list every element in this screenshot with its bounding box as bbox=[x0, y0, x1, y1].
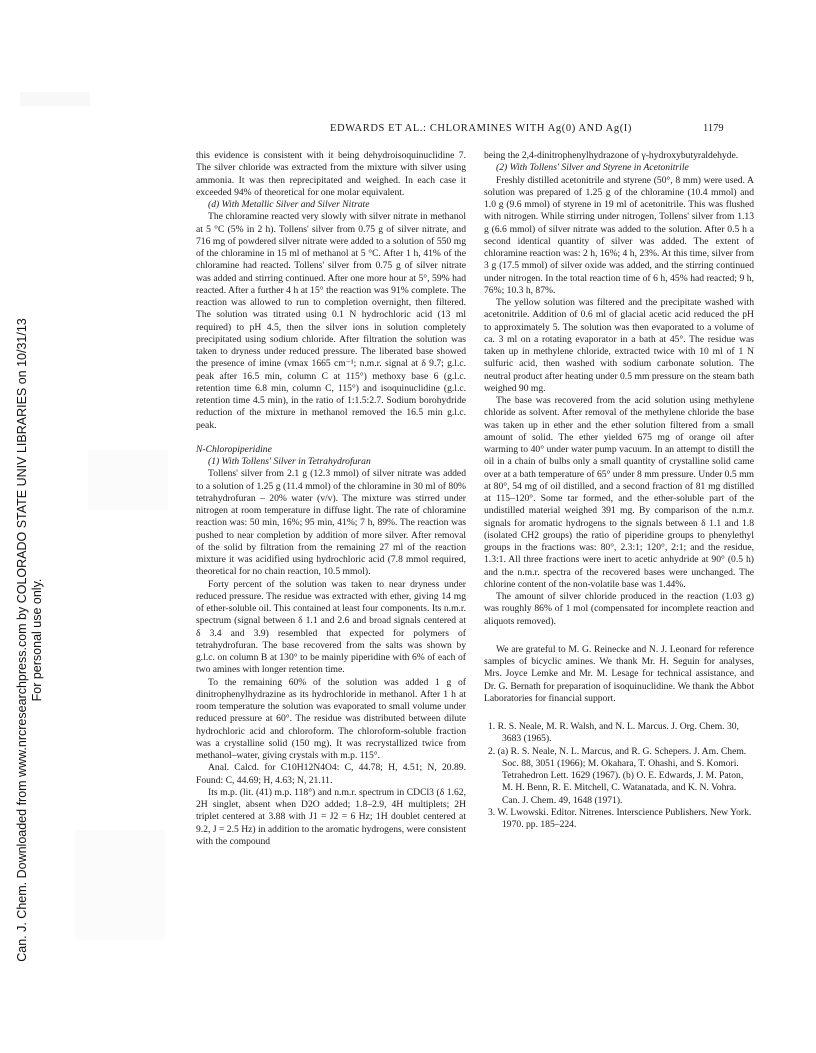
paragraph: Freshly distilled acetonitrile and styrene (50°, 8 mm) were used. A solution was prepared of 1.25 g of the chloramine (10.4 mmol) and 1.0 g (9.6 mmol) of styrene in 19 ml of acetonitrile. This was flushed with nitrogen. While stirring under nitrogen, Tollens' silver from 1.13 g (6.6 mmol) of silver nitrate was added to the solution. After 0.5 h a second identical quantity of silver was added. The extent of chloramine reaction was: 2 h, 16%; 4 h, 23%. At this time, silver from 3 g (17.5 mmol) of silver oxide was added, and the stirring continued under nitrogen. In the total reaction time of 6 h, 45% had reacted; 9 h, 76%; 10.3 h, 87%. bbox=[484, 174, 754, 296]
download-notice-line-1: Can. J. Chem. Downloaded from www.nrcresearchpress.com by COLORADO STATE UNIV LIBRARIES on 10/31/13 bbox=[15, 318, 29, 962]
download-notice-text bbox=[15, 318, 45, 962]
subsection-heading-1: (1) With Tollens' Silver in Tetrahydrofuran bbox=[208, 456, 371, 467]
reference-item: 1. R. S. Neale, M. R. Walsh, and N. L. Marcus. J. Org. Chem. 30, 3683 (1965). bbox=[488, 721, 739, 745]
scan-smudge-left-bottom bbox=[75, 830, 165, 940]
paragraph: Forty percent of the solution was taken to near dryness under reduced pressure. The residue was extracted with ether, giving 14 mg of ether-soluble oil. This contained at least four components. Its n.m.r. spectrum (signal between δ 1.1 and 2.6 and broad signals centered at δ 3.4 and 3.9) resembled that expected for polymers of tetrahydrofuran. The base recovered from the salts was shown by g.l.c. on column B at 130° to be mainly piperidine with 6% of each of two amines with longer retention time. bbox=[196, 578, 466, 676]
reference-item: 2. (a) R. S. Neale, N. L. Marcus, and R. G. Schepers. J. Am. Chem. Soc. 88, 3051 (1966); M. Okahara, T. Ohashi, and S. Komori. Tetrahedron Lett. 1629 (1967). (b) O. E. Edwards, J. M. Paton, M. H. Benn, R. E. Mitchell, C. Watanatada, and K. N. Vohra. Can. J. Chem. 49, 1648 (1971). bbox=[488, 745, 747, 806]
paragraph: Its m.p. (lit. (41) m.p. 118°) and n.m.r. spectrum in CDCl3 (δ 1.62, 2H singlet, absent when D2O added; 1.8–2.9, 4H multiplets; 2H triplet centered at 3.88 with J1 = J2 = 6 Hz; 1H doublet centered at 9.2, J = 2.5 Hz) in addition to the aromatic hydrogens, were consistent with the compound bbox=[196, 786, 466, 847]
paragraph: Tollens' silver from 2.1 g (12.3 mmol) of silver nitrate was added to a solution of 1.25 g (11.4 mmol) of the chloramine in 30 ml of 80% tetrahydrofuran – 20% water (v/v). The mixture was stirred under nitrogen at room temperature in diffuse light. The rate of chloramine reaction was: 50 min, 16%; 95 min, 41%; 7 h, 89%. The reaction was pushed to near completion by addition of more silver. After removal of the solid by filtration from the remaining 27 ml of the reaction mixture it was acidified using hydrochloric acid (7.8 mmol required, theoretical for no chain reaction, 10.5 mmol). bbox=[196, 468, 466, 578]
reference-item: 3. W. Lwowski. Editor. Nitrenes. Interscience Publishers. New York. 1970. pp. 185–224. bbox=[488, 806, 752, 830]
acknowledgements: We are grateful to M. G. Reinecke and N. J. Leonard for reference samples of bicyclic amines. We thank Mr. H. Seguin for analyses, Mrs. Joyce Lemke and Mr. M. Lesage for technical assistance, and Dr. G. Bernath for preparation of isoquinuclidine. We thank the Abbot Laboratories for financial support. bbox=[484, 643, 754, 704]
paragraph: The yellow solution was filtered and the precipitate washed with acetonitrile. Addition of 0.6 ml of glacial acetic acid reduced the pH to approximately 5. The solution was then evaporated to a volume of ca. 3 ml on a rotating evaporator in a bath at 45°. The residue was taken up in methylene chloride, extracted twice with 10 ml of 1 N sulfuric acid, then washed with sodium carbonate solution. The neutral product after heating under 0.5 mm pressure on the steam bath weighed 90 mg. bbox=[484, 297, 754, 394]
paragraph: To the remaining 60% of the solution was added 1 g of dinitrophenylhydrazine as its hydrochloride in methanol. After 1 h at room temperature the solution was evaporated to small volume under reduced pressure at 60°. The residue was distributed between dilute hydrochloric acid and chloroform. The chloroform-soluble fraction was a crystalline solid (150 mg). It was recrystallized twice from methanol–water, giving crystals with m.p. 115°. bbox=[196, 676, 466, 761]
paragraph: The base was recovered from the acid solution using methylene chloride as solvent. After removal of the methylene chloride the base was taken up in ether and the ether solution filtered from a small amount of solid. The ether yielded 675 mg of orange oil after warming to 40° under water pump vacuum. In an attempt to distill the oil in a chain of bulbs only a small quantity of crystalline solid came over at a bath temperature of 65° under 8 mm pressure. Under 0.5 mm at 80°, 54 mg of oil distilled, and a second fraction of 81 mg distilled at 115–120°. Some tar formed, and the ether-soluble part of the undistilled material weighed 391 mg. By comparison of the n.m.r. signals for aromatic hydrogens to the signals between δ 1.1 and 1.8 (isolated CH2 groups) the ratio of piperidine groups to phenylethyl groups in the fractions was: 80°, 2.3:1; 120°, 2:1; and the residue, 1.3:1. All three fractions were inert to acetic anhydride at 90° (0.5 h) and the n.m.r. spectra of the recovered bases were unchanged. The chlorine content of the non-volatile base was 1.44%. bbox=[484, 395, 754, 590]
paragraph: this evidence is consistent with it being dehydroisoquinuclidine 7. The silver chloride was extracted from the mixture with silver using ammonia. It was then reprecipitated and weighed. In each case it exceeded 94% of theoretical for one molar equivalent. bbox=[196, 150, 466, 198]
paragraph: The chloramine reacted very slowly with silver nitrate in methanol at 5 °C (5% in 2 h). Tollens' silver from 0.75 g of silver nitrate, and 716 mg of powdered silver nitrate were added to a solution of 550 mg of the chloramine in 15 ml of methanol at 5 °C. After 1 h, 41% of the chloramine had reacted. Tollens' silver from 0.75 g of silver nitrate was added and stirring continued. After one more hour at 5°, 59% had reacted. After a further 4 h at 15° the reaction was 91% complete. The reaction was allowed to run to completion overnight, then filtered. The solution was titrated using 0.1 N hydrochloric acid (13 ml required) to pH 4.5, then the silver ions in solution completely precipitated using sodium chloride. After filtration the solution was taken to dryness under reduced pressure. The liberated base showed the presence of imine (νmax 1665 cm⁻¹; n.m.r. signal at δ 9.7; g.l.c. peak after 16.5 min, column C at 115°) methoxy base 6 (g.l.c. retention time 6.8 min, column C, 115°) and isoquinuclidine (g.l.c. retention time 4.5 min), in the ratio of 1:1.5:2.7. Sodium borohydride reduction of the mixture in methanol removed the 16.5 min g.l.c. peak. bbox=[196, 211, 466, 431]
right-column bbox=[484, 150, 754, 831]
reference-list bbox=[484, 721, 754, 831]
paragraph: being the 2,4-dinitrophenylhydrazone of γ-hydroxybutyraldehyde. bbox=[484, 150, 739, 161]
page-number: 1179 bbox=[703, 123, 724, 134]
section-heading-n-chloropiperidine: N-Chloropiperidine bbox=[196, 443, 272, 455]
running-title: EDWARDS ET AL.: CHLORAMINES WITH Ag(0) AND Ag(I) bbox=[330, 123, 632, 134]
download-notice-line-2: For personal use only. bbox=[30, 578, 44, 702]
paragraph: The amount of silver chloride produced in the reaction (1.03 g) was roughly 86% of 1 mol (compensated for incomplete reaction and aliquots removed). bbox=[484, 591, 754, 627]
download-notice-sidebar bbox=[0, 0, 60, 1053]
scan-smudge-left-middle bbox=[88, 450, 168, 510]
subsection-heading-d: (d) With Metallic Silver and Silver Nitrate bbox=[208, 199, 370, 210]
left-column bbox=[196, 150, 466, 848]
subsection-heading-2: (2) With Tollens' Silver and Styrene in Acetonitrile bbox=[496, 162, 689, 174]
analysis-line: Anal. Calcd. for C10H12N4O4: C, 44.78; H, 4.51; N, 20.89. Found: C, 44.69; H, 4.63; N, 21.11. bbox=[196, 762, 466, 786]
